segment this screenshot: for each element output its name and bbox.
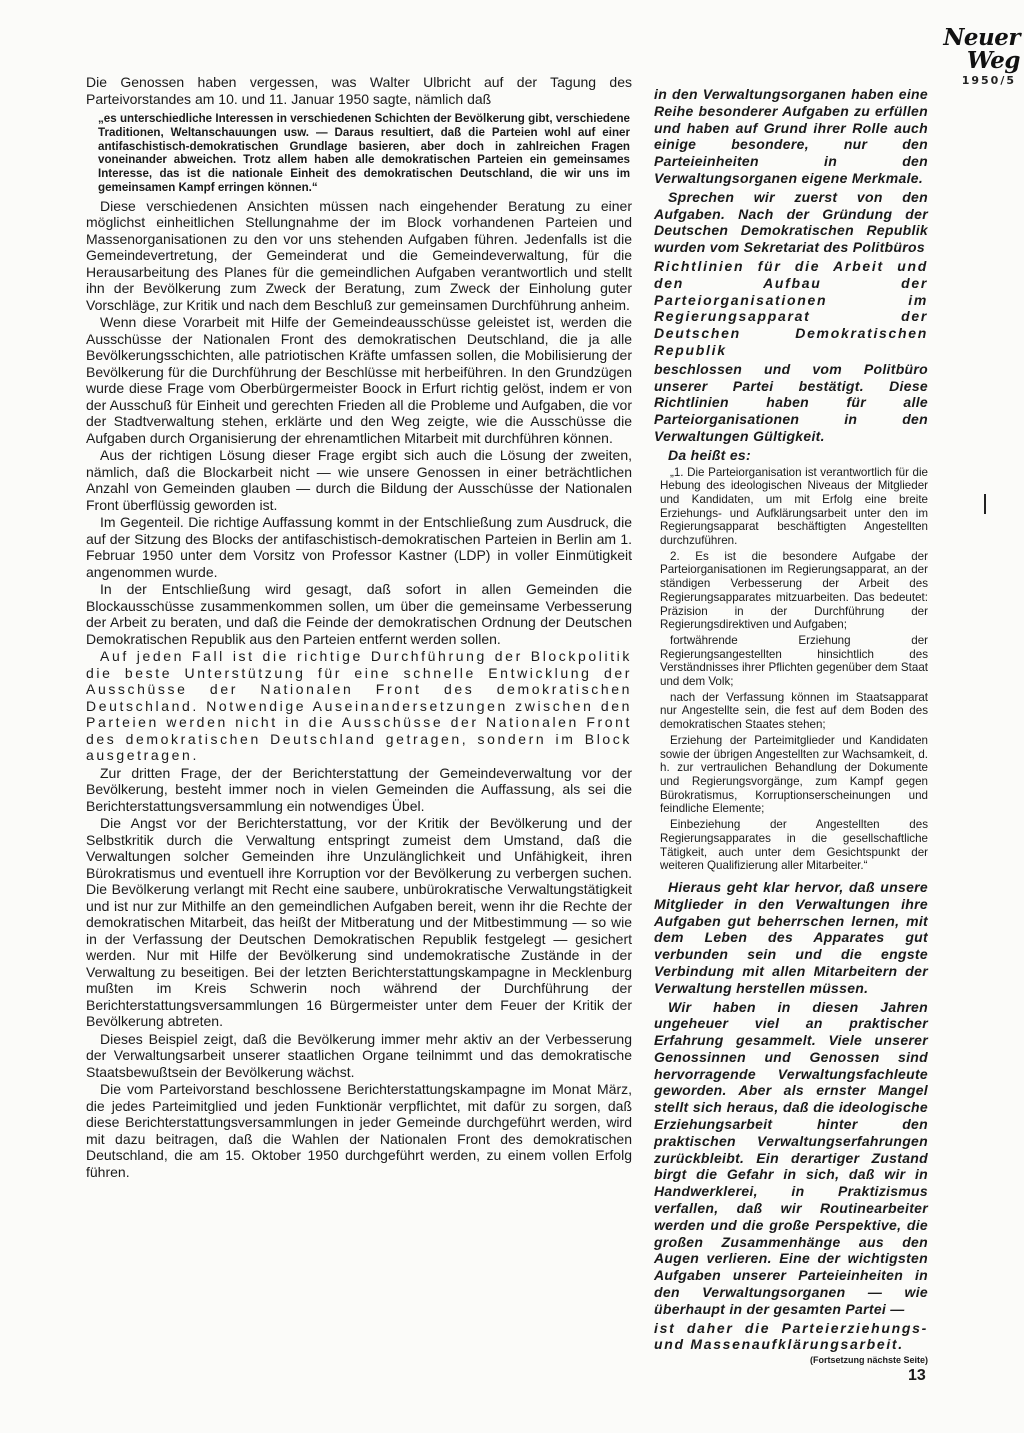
paragraph: Wir haben in diesen Jahren ungeheuer viel an praktischer Erfahrung gesammelt. Viele unserer Genossinnen und Genossen sind hervorragende Verwaltungsfachleute geworden. Aber als ernster Mangel stellt sich heraus, daß die ideologische Erziehungsarbeit hinter den praktischen Verwaltungserfahrungen zurückbleibt. Ein derartiger Zustand birgt die Gefahr in sich, daß wir in Handwerklerei, in Praktizismus verfallen, daß wir Routinearbeiter werden und die große Perspektive, die großen Zusammenhänge aus den Augen verlieren. Eine der wichtigsten Aufgaben unserer Parteieinheiten in den Verwaltungsorganen — wie überhaupt in der gesamten Partei — [654, 998, 928, 1317]
paragraph: Wenn diese Vorarbeit mit Hilfe der Gemeindeausschüsse geleistet ist, werden die Ausschüsse der Nationalen Front des demokratischen Deutschland, die ja alle Bevölkerungsschichten, alle patriotischen Kräfte umfassen sollen, die Mobilisierung der Bevölkerung für die Durchführung der Beschlüsse mit herbeiführen. In den Grundzügen wurde diese Frage vom Oberbürgermeister Boock in Erfurt richtig gelöst, indem er von der Ausschuß für Einheit und gerechten Frieden all die Probleme und Aufgaben, die vor der Stadtverwaltung stehen, erklärte und den Weg zeigte, wie die Ausschüsse die Aufgaben durch Organisierung der ehrenamtlichen Mitarbeit mit durchführen können. [86, 314, 632, 446]
paragraph: Dieses Beispiel zeigt, daß die Bevölkerung immer mehr aktiv an der Verbesserung der Verwaltungsarbeit unserer staatlichen Organe teilnimmt und das demokratische Staatsbewußtsein der Bevölkerung wächst. [86, 1030, 632, 1080]
right-column [654, 86, 928, 1365]
quote-paragraph: nach der Verfassung können im Staatsapparat nur Angestellte sein, die fest auf dem Boden des demokratischen Staates stehen; [660, 690, 928, 732]
block-quote: „es unterschiedliche Interessen in verschiedenen Schichten der Bevölkerung gibt, verschiedene Traditionen, Weltanschauungen usw. — Daraus resultiert, daß die Parteien wohl auf einer antifaschistisch-demokratischen Grundlage basieren, aber doch in zahlreichen Fragen voneinander abweichen. Trotz allem haben alle demokratischen Parteien ein gemeinsames Interesse, das ist die nationale Einheit des demokratischen Deutschland, die wir uns im gemeinsamen Kampf erringen können.“ [98, 112, 630, 194]
masthead [896, 26, 1020, 87]
paragraph: Aus der richtigen Lösung dieser Frage ergibt sich auch die Lösung der zweiten, nämlich, daß die Blockarbeit nicht — wie unsere Genossen in einer beträchtlichen Anzahl von Gemeinden glauben — durch die Bildung der Ausschüsse der Nationalen Front überflüssig geworden ist. [86, 447, 632, 513]
quote-paragraph: fortwährende Erziehung der Regierungsangestellten hinsichtlich des Verständnisses ihrer Pflichten gegenüber dem Staat und dem Volk; [660, 633, 928, 689]
left-column [86, 74, 632, 1180]
quote-paragraph: „1. Die Parteiorganisation ist verantwortlich für die Hebung des ideologischen Niveaus der Mitglieder und Kandidaten, um mit Erfolg eine breite Erziehungs- und Aufklärungsarbeit unter den im Regierungsapparat beschäftigten Angestellten durchzuführen. [660, 465, 928, 548]
quote-paragraph: Einbeziehung der Angestellten des Regierungsapparates in die gesellschaftliche Tätigkeit, auch unter dem Gesichtspunkt der weiteren Qualifizierung aller Mitarbeiter.“ [660, 818, 928, 873]
margin-rule [984, 494, 986, 514]
paragraph: Sprechen wir zuerst von den Aufgaben. Nach der Gründung der Deutschen Demokratischen Republik wurden vom Sekretariat des Politbüros [654, 188, 928, 256]
paragraph-emphasized: Auf jeden Fall ist die richtige Durchführung der Blockpolitik die beste Unterstützung für eine schnelle Entwicklung der Ausschüsse der Nationalen Front des demokratischen Deutschland. Notwendige Auseinandersetzungen zwischen den Parteien werden nicht in die Ausschüsse der Nationalen Front des demokratischen Deutschland getragen, sondern im Block ausgetragen. [86, 648, 632, 764]
paragraph: Da heißt es: [668, 446, 751, 463]
paragraph: Zur dritten Frage, der der Berichterstattung der Gemeindeverwaltung vor der Bevölkerung, besteht immer noch in vielen Gemeinden die Auffassung, als sei die Berichterstattungsversammlung ein notwendiges Übel. [86, 764, 632, 814]
paragraph: Die Angst vor der Berichterstattung, vor der Kritik der Bevölkerung und der Selbstkritik durch die Verwaltung entspringt zumeist dem Umstand, daß die Verwaltungen solcher Gemeinden ihre Unzulänglichkeit und Unfähigkeit, ihren Bürokratismus und eventuell ihre Korruption vor der Bevölkerung zu verbergen suchen. Die Bevölkerung verlangt mit Recht eine saubere, unbürokratische Verwaltungstätigkeit und ist nur zur Mithilfe an den gemeindlichen Aufgaben bereit, wenn ihr die Rechte der demokratischen Mitarbeit, das heißt der Mitberatung und der Mitbestimmung — so wie in der Verfassung der Deutschen Demokratischen Republik festgelegt — gesichert werden. Nur mit Hilfe der Bevölkerung sind undemokratische Zustände in der Verwaltung zu beseitigen. Bei der letzten Berichterstattungskampagne in Mecklenburg mußten im Kreis Schwerin noch während der Durchführung der Berichterstattungsversammlungen 16 Bürgermeister unter dem Feuer der Kritik der Bevölkerung abtreten. [86, 815, 632, 1030]
quote-paragraph: Erziehung der Parteimitglieder und Kandidaten sowie der übrigen Angestellten zur Wachsamkeit, d. h. zur vertraulichen Behandlung der Dokumente und Regierungsvorgänge, zum Kampf gegen Bürokratismus, Korruptionserscheinungen und feindliche Elemente; [660, 733, 928, 816]
paragraph-emphasized: Richtlinien für die Arbeit und den Aufbau der Parteiorganisationen im Regierungsapparat der Deutschen Demokratischen Republik [654, 257, 928, 358]
paragraph: Im Gegenteil. Die richtige Auffassung kommt in der Entschließung zum Ausdruck, die auf der Sitzung des Blocks der antifaschistisch-demokratischen Parteien in Berlin am 1. Februar 1950 unter dem Vorsitz von Professor Kastner (LDP) in voller Einmütigkeit angenommen wurde. [86, 514, 632, 580]
quote-paragraph: 2. Es ist die besondere Aufgabe der Parteiorganisationen im Regierungsapparat, an der ständigen Verbesserung der Arbeit des Regierungsapparates mitzuarbeiten. Das bedeutet: Präzision in der Durchführung der Regierungsdirektiven und Aufgaben; [660, 549, 928, 632]
continuation-note: (Fortsetzung nächste Seite) [809, 1355, 928, 1366]
paragraph-emphasized: ist daher die Parteierziehungs- und Massenaufklärungsarbeit. [654, 1319, 928, 1353]
paragraph: Diese verschiedenen Ansichten müssen nach eingehender Beratung zu einer möglichst einheitlichen Stellungnahme der im Block vorhandenen Parteien und Massenorganisationen zu den vor uns stehenden Aufgaben führen. Jedenfalls ist die Gemeindevertretung, der Gemeinderat und die Gemeindeverwaltung, für die Herausarbeitung des Planes für die gemeindlichen Aufgaben verantwortlich und stellt ihn der Bevölkerung zum Zweck der Beratung, zum Zweck der Einholung guter Vorschläge, zur Kritik und nach dem Beschluß zur gemeinsamen Durchführung anheim. [86, 197, 632, 313]
page-number: 13 [908, 1367, 926, 1384]
paragraph: Die vom Parteivorstand beschlossene Berichterstattungskampagne im Monat März, die jedes Parteimitglied und jeden Funktionär verpflichtet, mit dafür zu sorgen, daß diese Berichterstattungsversammlungen in jeder Gemeinde durchgeführt werden, wird mit dazu beitragen, daß die Wahlen der Nationalen Front des demokratischen Deutschland, die am 15. Oktober 1950 durchgeführt werden, zu einem vollen Erfolg führen. [86, 1081, 632, 1180]
issue-number: 1950/5 [961, 74, 1016, 87]
paragraph: Hieraus geht klar hervor, daß unsere Mitglieder in den Verwaltungen ihre Aufgaben gut beherrschen lernen, mit dem Leben des Apparates gut verbunden sein und die engste Verbindung mit allen Mitarbeitern der Verwaltung herstellen müssen. [654, 878, 928, 996]
paragraph: Die Genossen haben vergessen, was Walter Ulbricht auf der Tagung des Parteivorstandes am 10. und 11. Januar 1950 sagte, nämlich daß [86, 74, 632, 107]
paragraph: In der Entschließung wird gesagt, daß sofort in allen Gemeinden die Blockausschüsse zusammenkommen sollen, um über die gemeinsame Verbesserung der Arbeit zu beraten, und daß die Feinde der demokratischen Ordnung der Deutschen Demokratischen Republik aus den Parteien entfernt werden sollen. [86, 581, 632, 647]
paragraph: beschlossen und vom Politbüro unserer Partei bestätigt. Diese Richtlinien haben für alle Parteiorganisationen in den Verwaltungen Gültigkeit. [654, 360, 928, 444]
paragraph: in den Verwaltungsorganen haben eine Reihe besonderer Aufgaben zu erfüllen und haben auf Grund ihrer Rolle auch einige besondere, nur den Parteieinheiten in den Verwaltungsorganen eigene Merkmale. [654, 86, 928, 186]
publication-logo: Neuer Weg [943, 24, 1020, 74]
guidelines-quote [660, 466, 928, 873]
